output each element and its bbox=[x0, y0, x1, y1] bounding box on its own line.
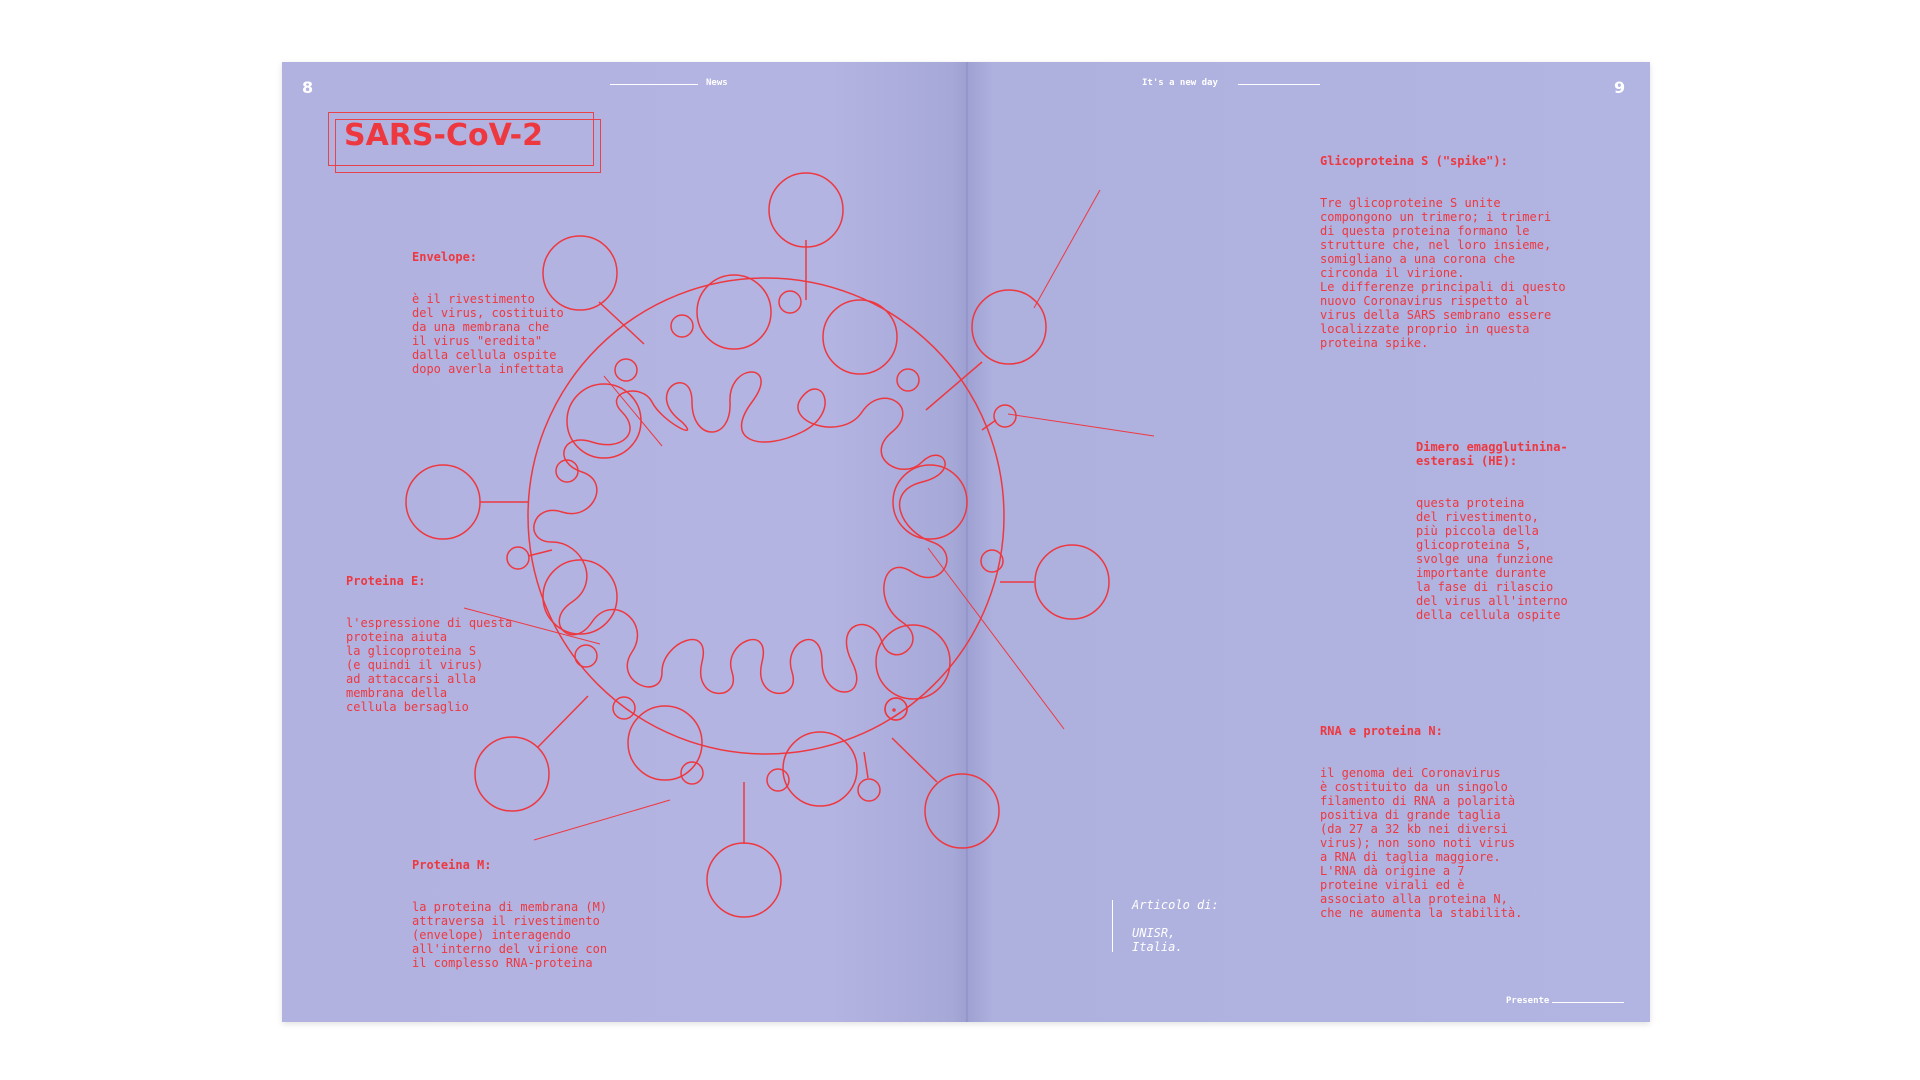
note-dimero-heading: Dimero emagglutinina- esterasi (HE): bbox=[1416, 440, 1568, 468]
credit-block bbox=[1132, 898, 1219, 954]
spike-head bbox=[406, 465, 480, 539]
page-title: SARS-CoV-2 bbox=[344, 118, 543, 153]
note-proteina-e-body: l'espressione di questa proteina aiuta la glicoproteina S (e quindi il virus) ad attaccarsi alla membrana della cellula bersaglio bbox=[346, 616, 513, 714]
runner-right: It's a new day bbox=[1142, 78, 1218, 88]
footer-rule bbox=[1552, 1002, 1624, 1003]
note-proteina-e bbox=[346, 546, 512, 742]
note-envelope-body: è il rivestimento del virus, costituito da una membrana che il virus "eredita" dalla cellula ospite dopo averla infettata bbox=[412, 292, 564, 376]
note-dimero-body: questa proteina del rivestimento, più piccola della glicoproteina S, svolge una funzione importante durante la fase di rilascio del virus all'interno della cellula ospite bbox=[1416, 496, 1568, 622]
credit-author: UNISR, Italia. bbox=[1132, 926, 1183, 954]
note-rna bbox=[1320, 696, 1522, 948]
spike-head bbox=[823, 300, 897, 374]
spike-head bbox=[783, 732, 857, 806]
note-envelope bbox=[412, 222, 564, 404]
rna-strand bbox=[534, 372, 947, 693]
note-glicoproteina-s-body: Tre glicoproteine S unite compongono un trimero; i trimeri di questa proteina formano le strutture che, nel loro insieme, somigliano a una corona che circonda il virione. Le differenze principali di questo nuovo Coronavirus rispetto al virus della SARS sembrano essere localizzate proprio in questa proteina spike. bbox=[1320, 196, 1566, 350]
note-envelope-heading: Envelope: bbox=[412, 250, 478, 264]
spike-head bbox=[925, 774, 999, 848]
spike-head bbox=[567, 384, 641, 458]
spike-head bbox=[769, 173, 843, 247]
spike-head bbox=[1035, 545, 1109, 619]
magazine-spread bbox=[282, 62, 1650, 1022]
credit-rule bbox=[1112, 900, 1113, 952]
note-rna-heading: RNA e proteina N: bbox=[1320, 724, 1443, 738]
note-rna-body: il genoma dei Coronavirus è costituito da un singolo filamento di RNA a polarità positiva di grande taglia (da 27 a 32 kb nei diversi virus); non sono noti virus a RNA di taglia maggiore. L'RNA dà origine a 7 proteine virali ed è associato alla proteina N, che ne aumenta la stabilità. bbox=[1320, 766, 1523, 920]
note-proteina-m bbox=[412, 830, 607, 998]
spike-head bbox=[893, 465, 967, 539]
spike-head bbox=[475, 737, 549, 811]
runner-left: News bbox=[706, 78, 728, 88]
virus-envelope bbox=[528, 278, 1004, 754]
spike-head bbox=[543, 560, 617, 634]
credit-label: Articolo di: bbox=[1132, 898, 1219, 912]
footer-label: Presente bbox=[1506, 996, 1550, 1006]
note-proteina-e-heading: Proteina E: bbox=[346, 574, 426, 588]
note-glicoproteina-s-heading: Glicoproteina S ("spike"): bbox=[1320, 154, 1508, 168]
note-glicoproteina-s bbox=[1320, 126, 1566, 378]
note-proteina-m-heading: Proteina M: bbox=[412, 858, 492, 872]
page-number-right: 9 bbox=[1614, 78, 1626, 97]
page-number-left: 8 bbox=[302, 78, 314, 97]
spike-head bbox=[628, 706, 702, 780]
note-dimero bbox=[1416, 412, 1568, 650]
spike-head bbox=[697, 275, 771, 349]
spike-head bbox=[972, 290, 1046, 364]
spike-head bbox=[707, 843, 781, 917]
note-proteina-m-body: la proteina di membrana (M) attraversa il rivestimento (envelope) interagendo all'interno del virione con il complesso RNA-proteina bbox=[412, 900, 608, 970]
